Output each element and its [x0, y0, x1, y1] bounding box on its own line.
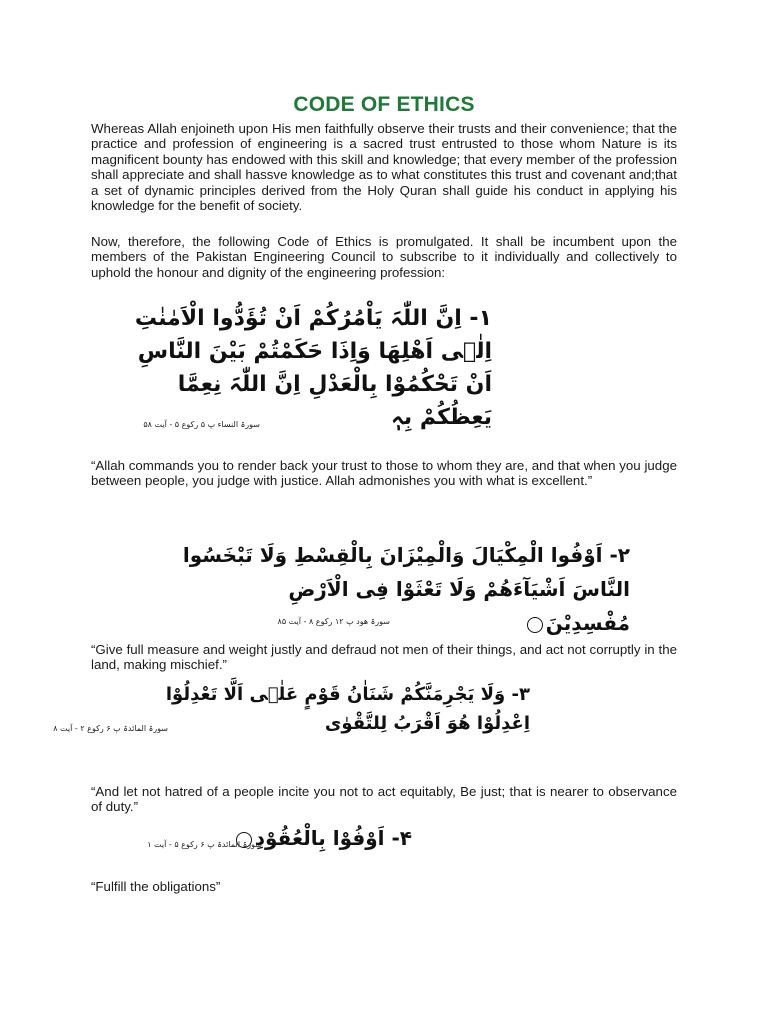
promulgation-paragraph: Now, therefore, the following Code of Ethics is promulgated. It shall be incumbent upon the members of the Pakistan Engineering Council to subscribe to it individually and collectively to uphold the honour and dignity of the engineering profession: — [91, 234, 677, 280]
verse-1-line-1: ۱- اِنَّ اللّٰہَ یَاْمُرُکُمْ اَنْ تُؤَدُّوا الْاَمٰنٰتِ — [134, 306, 492, 331]
verse-1-arabic — [112, 302, 492, 434]
verse-2-line-2: النَّاسَ اَشْیَآءَھُمْ وَلَا تَعْثَوْا فِی الْاَرْضِ — [288, 577, 630, 601]
verse-2-reference: سورۃ ھود پ ۱۲ رکوع ۸ - آیت ۸۵ — [277, 617, 390, 626]
verse-1-line-4: یَعِظُکُمْ بِہٖ — [391, 405, 492, 430]
intro-paragraph: Whereas Allah enjoineth upon His men faithfully observe their trusts and their convenience; that the practice and profession of engineering is a sacred trust entrusted to those whom Nature is its magnificent bounty has endowed with this skill and knowledge; that every member of the profession shall appreciate and shall hassve knowledge as to what constitutes this trust and covenant and;that a set of dynamic principles derived from the Holy Quran shall guide his conduct in applying his knowledge for the benefit of society. — [91, 121, 677, 214]
verse-3-reference: سورۃ المائدۃ پ ۶ رکوع ۲ - آیت ۸ — [53, 724, 168, 733]
verse-1-line-2: اِلٰۤی اَھْلِھَا وَاِذَا حَکَمْتُمْ بَیْنَ النَّاسِ — [137, 339, 492, 364]
verse-2-line-1: ۲- اَوْفُوا الْمِکْیَالَ وَالْمِیْزَانَ بِالْقِسْطِ وَلَا تَبْخَسُوا — [182, 543, 630, 567]
verse-4-arabic — [254, 822, 412, 854]
verse-3-translation: “And let not hatred of a people incite you not to act equitably, Be just; that is nearer to observance of duty.” — [91, 784, 677, 815]
verse-3-line-2: اِعْدِلُوْا ھُوَ اَقْرَبُ لِلتَّقْوٰی — [324, 713, 530, 734]
verse-4-line-1 — [254, 822, 412, 854]
verse-1-line-3: اَنْ تَحْکُمُوْا بِالْعَدْلِ اِنَّ اللّٰہَ نِعِمَّا — [177, 372, 492, 397]
verse-2-line-3-text: مُفْسِدِیْنَ — [545, 611, 630, 635]
verse-3-arabic — [165, 680, 530, 738]
verse-4-reference: سورۃ المائدۃ پ ۶ رکوع ۵ - آیت ۱ — [147, 840, 262, 849]
verse-4-line-1-text: ۴- اَوْفُوْا بِالْعُقُوْدِ — [254, 826, 412, 850]
verse-1-translation: “Allah commands you to render back your trust to those to whom they are, and that when you judge between people, you judge with justice. Allah admonishes you with what is excellent.” — [91, 458, 677, 489]
verse-4-translation: “Fulfill the obligations” — [91, 879, 221, 894]
verse-3-line-1: ۳- وَلَا یَجْرِمَنَّکُمْ شَنَاٰنُ قَوْمٍ عَلٰۤی اَلَّا تَعْدِلُوْا — [165, 684, 530, 705]
ayah-end-circle-icon — [527, 617, 543, 633]
page-title: CODE OF ETHICS — [293, 93, 475, 116]
verse-2-translation: “Give full measure and weight justly and defraud not men of their things, and act not corruptly in the land, making mischief.” — [91, 642, 677, 673]
verse-1-reference: سورۃ النساء پ ۵ رکوع ۵ - آیت ۵۸ — [143, 420, 260, 429]
